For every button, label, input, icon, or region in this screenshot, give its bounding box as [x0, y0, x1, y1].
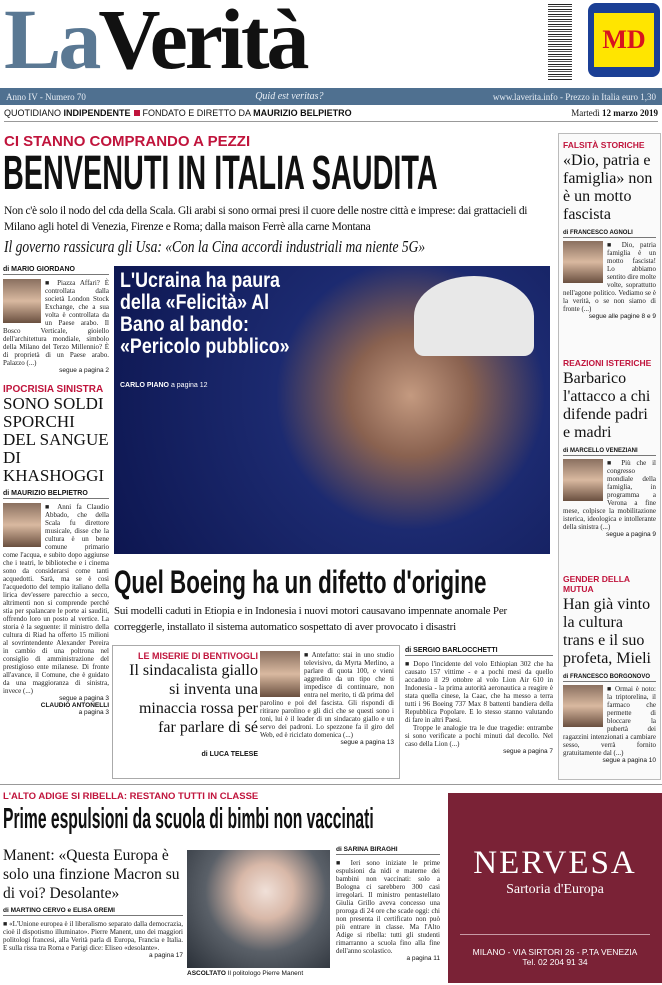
boeing-article: di SERGIO BARLOCCHETTI ■ Dopo l'incidente del volo Ethiopian 302 che ha causato 157 vittime - e a pochi mesi da quello accaduto il 29 ottobre al volo Lion Air 610 in Indonesia - la prima autorità aeronautica a reagire è stata quella cinese, la Caac, che ha messo a terra tutti i 96 Boeing 737 Max 8 battenti bandiera della Repubblica Popolare. E lo stesso stanno valutando di fare in altri Paesi. Troppe le analogie tra le due tragedie: entrambe si sono verificate a pochi minuti dal decollo. Nel caso della Lion (...) segue a pagina 7 [405, 647, 553, 755]
boeing-headline: Quel Boeing ha un difetto d'origine [114, 564, 487, 600]
follow-link[interactable]: a pagina 17 [149, 952, 183, 959]
newspaper-logo: LaVerità [4, 0, 307, 87]
vaccini-headline: Prime espulsioni da scuola di bimbi non vaccinati [3, 803, 374, 835]
follow-link[interactable]: segue a pagina 9 [606, 531, 656, 538]
right-column [558, 133, 661, 780]
subheader: QUOTIDIANO INDIPENDENTE FONDATO E DIRETTO DA MAURIZIO BELPIETRO Martedì 12 marzo 2019 [4, 108, 658, 122]
author-photo [260, 651, 300, 697]
follow-link[interactable]: segue a pagina 3 [59, 695, 109, 702]
right-article: FALSITÀ STORICHE «Dio, patria e famiglia» non è un motto fascista di FRANCESCO AGNOLI ■ Dio, patria famiglia è un motto fascista! Lo abbiamo sentito dire molte volte, soprattutto nell'agone politico. Vediamo se è la verità, o se non siamo di fronte (...) segue alle pagine 8 e 9 [563, 140, 656, 320]
follow-link[interactable]: segue a pagina 7 [503, 748, 553, 755]
photo-manent[interactable] [187, 850, 330, 968]
bentivogli-box: LE MISERIE DI BENTIVOGLI Il sindacalista giallo si inventa una minaccia rossa per far parlare di sé di LUCA TELESE ■ Antefatto: stai in uno studio televisivo, da Myrta Merlino, a parlare di quota 100, e vieni aggredito da un tipo che ti impedisce di continuare, non entra nel merito, ti dà prima del parolino e poi del fascista. Gli rispondi di ritirare parolino e gli dici che se questi sono i toni, lui è il leader di un sindacato giallo e un servo dei padroni. Lo spezzone fa il giro del Web, ed è riciclato domenica (...) segue a pagina 13 [112, 645, 400, 779]
follow-link[interactable]: a pagina 3 [78, 709, 109, 716]
follow-link[interactable]: segue a pagina 2 [59, 367, 109, 374]
hat-shape [414, 276, 534, 356]
photo-al-bano[interactable]: L'Ucraina ha paura della «Felicità» Al Bano al bando: «Pericolo pubblico» CARLO PIANO a pagina 12 [114, 266, 550, 554]
lead-kicker: CI STANNO COMPRANDO A PEZZI [4, 133, 251, 150]
author-photo [563, 459, 603, 501]
follow-link[interactable]: segue a pagina 10 [602, 757, 656, 764]
follow-link[interactable]: segue a pagina 13 [340, 739, 394, 746]
manent-article: Manent: «Questa Europa è solo una finzione Macron su di voi? Desolante» di MARTINO CERVO e ELISA GREMI ■ «L'Unione europea è il liberalismo separato dalla democrazia, cioè il dispotismo illuminato». Pierre Manent, uno dei maggiori politologi francesi, alla Verità parla di Europa, Francia e Italia. E sulla rissa tra Roma e Parigi dice: Eliseo «desolante». a pagina 17 [3, 847, 183, 959]
nervesa-ad[interactable]: NERVESA Sartoria d'Europa MILANO - VIA SIRTORI 26 - P.TA VENEZIA Tel. 02 204 91 34 [448, 793, 662, 983]
lead-headline: BENVENUTI IN ITALIA SAUDITA [3, 147, 438, 200]
follow-link[interactable]: segue alle pagine 8 e 9 [588, 313, 656, 320]
follow-link[interactable]: a pagina 11 [406, 955, 440, 962]
lead-subhead: Il governo rassicura gli Usa: «Con la Cina accordi industriali ma niente 5G» [4, 237, 426, 256]
right-article: REAZIONI ISTERICHE Barbarico l'attacco a chi difende padri e madri di MARCELLO VENEZIANI ■ Più che il congresso mondiale della famiglia, in programma a Verona a fine mese, colpisce la mobilitazione isterica, ideologica e intollerante della sinistra (...) segue a pagina 9 [563, 358, 656, 538]
author-photo [563, 685, 603, 727]
khashoggi-headline: SONO SOLDI SPORCHI DEL SANGUE DI KHASHOGGI [3, 394, 109, 485]
author-photo [563, 241, 603, 283]
divider [0, 784, 662, 785]
md-ad-logo: MD [588, 3, 660, 77]
barcode [548, 4, 572, 80]
author-photo [3, 503, 41, 547]
right-article: GENDER DELLA MUTUA Han già vinto la cultura trans e il suo profeta, Mieli di FRANCESCO BORGONOVO ■ Ormai è noto: la triptorelina, il farmaco che permette di bloccare la pubertà dei ragazzini intenzionati a cambiare sesso, verrà fornito gratuitamente dal (...) segue a pagina 10 [563, 574, 656, 764]
left-article-giordano: di MARIO GIORDANO ■ Piazza Affari? È controllata dalla società London Stock Exchange, che a sua volta è controllata da un Paese arabo. Il Bosco Verticale, gioiello dell'architettura mondiale, simbolo della Milano del Terzo Millennio? È di proprietà di un Paese arabo. Palazzo (...) segue a pagina 2 IPOCRISIA SINISTRA SONO SOLDI SPORCHI DEL SANGUE DI KHASHOGGI di MAURIZIO BELPIETRO ■ Anni fa Claudio Abbado, che della Scala fu direttore musicale, disse che la cultura è un bene comune primario come l'acqua, e subito dopo aggiunse che i teatri, le biblioteche e i cinema sono da considerarsi come tanti acquedotti. Sarà, ma se è così l'acquedotto del tempio italiano della lirica dev'essere parecchio a secco, altrimenti non si comprende perché stia per spalancare le porte ai sauditi, offrendo loro un posto al vertice. La storia è la seguente: il ministro della cultura di Riad ha offerto 15 milioni al sovrintendente Alexander Pereira in cambio di una poltrona nel consiglio di amministrazione del prestigioso ente milanese. Di fronte all'avance, il Comune, che è guidato da una maggioranza di sinistra, invece (...) segue a pagina 3 CLAUDIO ANTONELLI a pagina 3 [3, 266, 109, 716]
lead-summary: Non c'è solo il nodo del cda della Scala. Gli arabi si sono ormai presi il cuore delle nostre città e imprese: dai grattacieli di Milano agli hotel di Venezia, Firenze e Roma; dalla maison Ferrè alla carne Montana [4, 205, 528, 233]
author-photo [3, 279, 41, 323]
square-icon [134, 110, 140, 116]
vaccini-article: di SARINA BIRAGHI ■ Ieri sono iniziate le prime espulsioni da nidi e materne dei bambini non vaccinati: solo a Bologna ci sarebbero 300 casi irregolari. Il ministro pentastellato Giulia Grillo aveva concesso una proroga di 24 ore che scade oggi: chi non presenta il certificato non può più entrare in classe. Ma l'Alto Adige si ribella: tutti gli studenti rimarranno a scuola fino alla fine dell'anno scolastico. a pagina 11 [336, 846, 440, 962]
issue-band: Anno IV - Numero 70 Quid est veritas? www.laverita.info - Prezzo in Italia euro 1,30 [0, 88, 662, 105]
